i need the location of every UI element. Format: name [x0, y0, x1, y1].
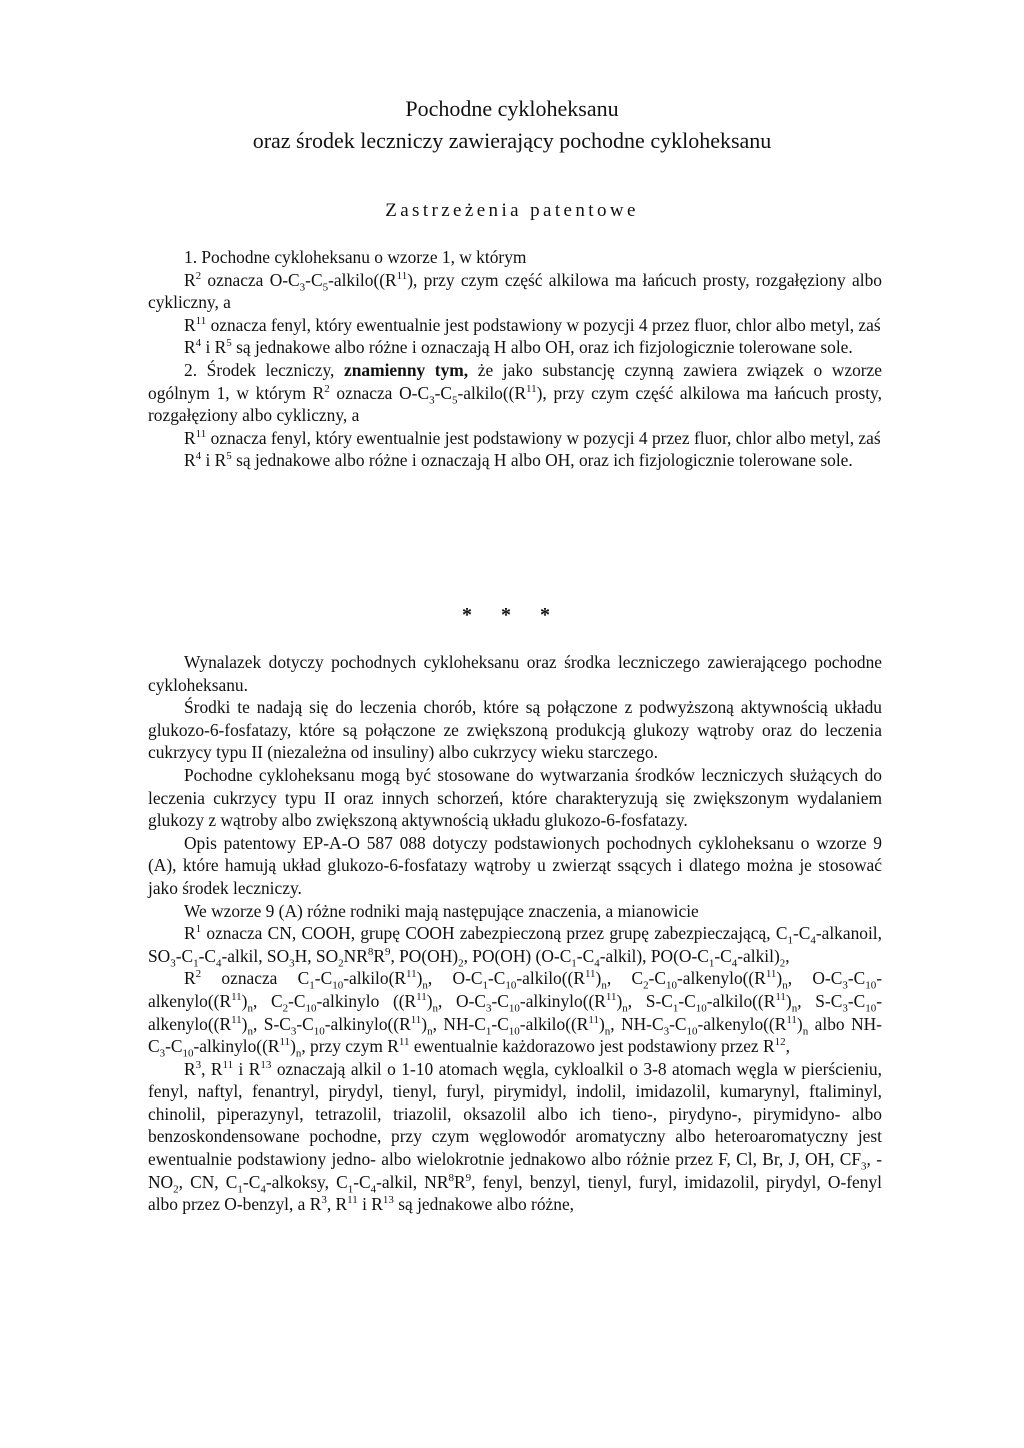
- claim-2-r11: $R^{11}$ oznacza fenyl, który ewentualnie jest podstawiony w pozycji 4 przez fluor, chlor albo metyl, zaś: [184, 427, 881, 448]
- document-title-line1: Pochodne cykloheksanu: [405, 96, 619, 121]
- claims-section: [148, 246, 882, 472]
- section-heading: Zastrzeżenia patentowe: [385, 200, 639, 221]
- description-section: [148, 651, 882, 1216]
- document-title-line2: oraz środek leczniczy zawierający pochodne cykloheksanu: [252, 128, 772, 153]
- section-separator: * * *: [462, 604, 562, 626]
- definition-r3-r11-r13: $R^3$, $R^{11}$ i $R^{13}$ oznaczają alkil o 1-10 atomach węgla, cykloalkil o 3-8 atomach węgla w pierścieniu, fenyl, naftyl, fenantryl, pirydyl, tienyl, furyl, pirymidyl, indolil, imidazolil, kumarynyl, ftaliminyl, chinolil, piperazynyl, tetrazolil, triazolil, oksazolil albo ich tieno-, pirydyno-, pirymidyno- albo benzoskondensowane pochodne, przy czym węglowodór aromatyczny albo heteroaromatyczny jest ewentualnie podstawiony jedno- albo wielokrotnie jednakowo albo różnie przez F, Cl, Br, J, OH, $CF_3$, $-NO_2$, CN, $C_1-C_4$-alkoksy, $C_1-C_4$-alkil, $NR^8R^9$, fenyl, benzyl, tienyl, furyl, imidazolil, pirydyl, O-fenyl albo przez O-benzyl, a $R^3$, $R^{11}$ i $R^{13}$ są jednakowe albo różne,: [148, 1058, 882, 1215]
- claim-2-r4-r5: $R^4$ i $R^5$ są jednakowe albo różne i oznaczają H albo OH, oraz ich fizjologicznie tolerowane sole.: [184, 450, 853, 471]
- definition-r2: $R^2$ oznacza $C_1-C_{10}-alkilo(R^{11})_n$, $O-C_1-C_{10}-alkilo((R^{11})_n$, $C_2-C_{10}-alkenylo((R^{11})_n$, $O-C_3-C_{10}-alkenylo((R^{11})_n$, $C_2-C_{10}$-alkinylo ($(R^{11})_n$, $O-C_3-C_{10}-alkinylo((R^{11})_n$, $S-C_1-C_{10}-alkilo((R^{11})_n$, $S-C_3-C_{10}-alkenylo((R^{11})_n$, $S-C_3-C_{10}-alkinylo((R^{11})_n$, $NH-C_1-C_{10}-alkilo((R^{11})_n$, $NH-C_3-C_{10}-alkenylo((R^{11})_n$ albo $NH-C_3-C_{10}-alkinylo((R^{11})_n$, przy czym $R^{11}$ ewentualnie każdorazowo jest podstawiony przez $R^{12}$,: [148, 968, 882, 1060]
- description-paragraph-2: Środki te nadają się do leczenia chorób, które są połączone z podwyższoną aktywnością układu glukozo-6-fosfatazy, które są połączone ze zwiększoną produkcją glukozy wątroby oraz do leczenia cukrzycy typu II (niezależna od insuliny) albo cukrzycy wieku starczego.: [148, 697, 882, 763]
- description-paragraph-3: Pochodne cykloheksanu mogą być stosowane do wytwarzania środków leczniczych służących do leczenia cukrzycy typu II oraz innych schorzeń, które charakteryzują się zwiększonym wydalaniem glukozy z wątroby albo zwiększoną aktywnością układu glukozo-6-fosfatazy.: [148, 764, 882, 831]
- claim-1-intro: 1. Pochodne cykloheksanu o wzorze 1, w którym: [184, 247, 527, 267]
- claim-1-r11: $R^{11}$ oznacza fenyl, który ewentualnie jest podstawiony w pozycji 4 przez fluor, chlor albo metyl, zaś: [184, 314, 881, 335]
- description-paragraph-4: Opis patentowy EP-A-O 587 088 dotyczy podstawionych pochodnych cykloheksanu o wzorze 9 (A), które hamują układ glukozo-6-fosfatazy wątroby u zwierząt ssących i dlatego można je stosować jako środek leczniczy.: [148, 832, 882, 898]
- definition-r1: $R^1$ oznacza CN, COOH, grupę COOH zabezpieczoną przez grupę zabezpieczającą, $C_1-C_4$-alkanoil, $SO_3-C_1-C_4$-alkil, $SO_3H$, $SO_2NR^8R^9$, $PO(OH)_2$, PO(OH) $(O-C_1-C_4-alkil)$, $PO(O-C_1-C_4-alkil)_2$,: [148, 923, 882, 970]
- description-paragraph-1: Wynalazek dotyczy pochodnych cykloheksanu oraz środka leczniczego zawierającego pochodne cykloheksanu.: [148, 652, 882, 695]
- description-paragraph-5: We wzorze 9 (A) różne rodniki mają następujące znaczenia, a mianowicie: [184, 900, 699, 921]
- claim-1-r4-r5: $R^4$ i $R^5$ są jednakowe albo różne i oznaczają H albo OH, oraz ich fizjologicznie tolerowane sole.: [184, 337, 853, 358]
- claim-2-keyword: znamienny tym,: [344, 359, 469, 380]
- claim-1-r2: $R^2$ oznacza $O-C_3-C_5-alkilo((R^{11})$, przy czym część alkilowa ma łańcuch prosty, rozgałęziony albo cykliczny, a: [148, 269, 882, 313]
- claim-2: 2. Środek leczniczy, znamienny tym, że jako substancję czynną zawiera związek o wzorze ogólnym 1, w którym $R^2$ oznacza $O-C_3-C_5-alkilo((R^{11})$, przy czym część alkilowa ma łańcuch prosty, rozgałęziony albo cykliczny, a: [148, 359, 882, 426]
